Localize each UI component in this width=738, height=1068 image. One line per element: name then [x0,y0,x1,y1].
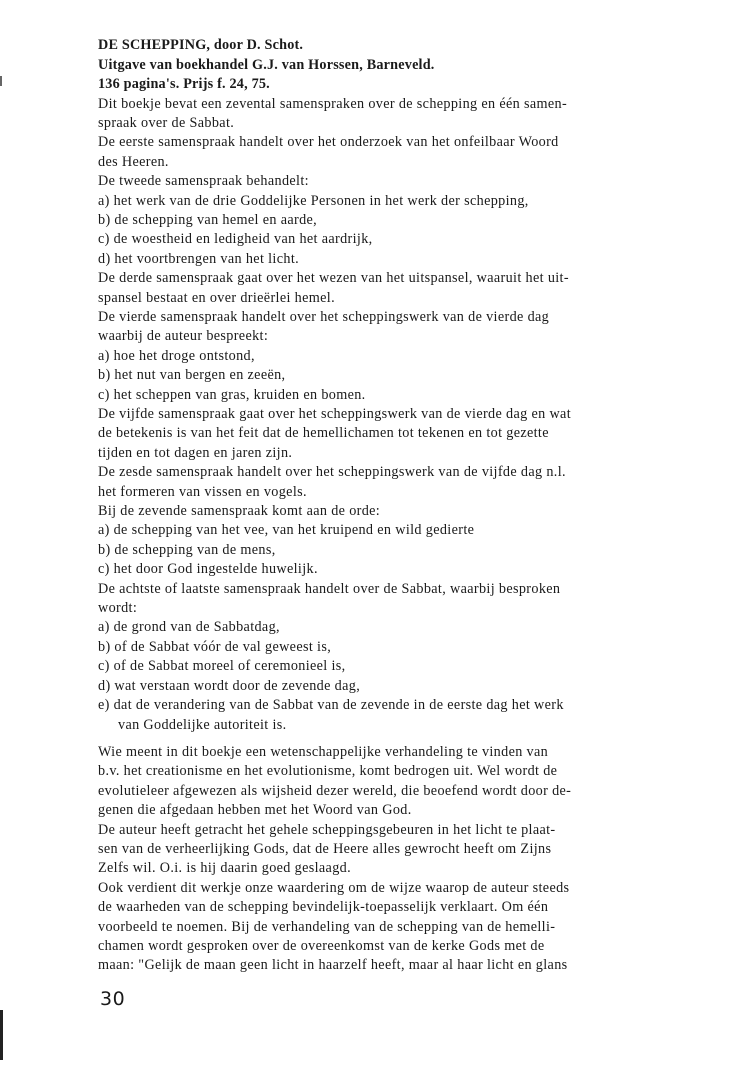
book-title: DE SCHEPPING, door D. Schot. [98,37,304,53]
list-item-continuation: van Goddelijke autoriteit is. [118,716,287,733]
text-line: het formeren van vissen en vogels. [98,483,307,500]
list-item: a) de grond van de Sabbatdag, [98,619,280,636]
text-line: De auteur heeft getracht het gehele scheppingsgebeuren in het licht te plaat- [98,821,556,838]
text-line: De eerste samenspraak handelt over het onderzoek van het onfeilbaar Woord [98,134,559,151]
review-page [98,36,692,976]
list-item: c) de woestheid en ledigheid van het aardrijk, [98,231,373,248]
publisher-line: Uitgave van boekhandel G.J. van Horssen, Barneveld. [98,56,435,73]
page-number: 30 [100,988,126,1010]
text-line: voorbeeld te noemen. Bij de verhandeling van de schepping van de hemelli- [98,918,556,935]
text-line: De vijfde samenspraak gaat over het scheppingswerk van de vierde dag en wat [98,406,571,422]
list-item: d) het voortbrengen van het licht. [98,250,300,267]
text-line: Dit boekje bevat een zevental samenspraken over de schepping en één samen- [98,95,568,112]
list-item: e) dat de verandering van de Sabbat van de zevende in de eerste dag het werk [98,697,564,714]
text-line: maan: "Gelijk de maan geen licht in haarzelf heeft, maar al haar licht en glans [98,957,568,974]
text-line: de waarheden van de schepping bevindelijk-toepasselijk verklaart. Om één [98,899,549,916]
list-item: a) de schepping van het vee, van het kruipend en wild gedierte [98,522,475,539]
list-item: c) het door God ingestelde huwelijk. [98,561,318,578]
list-item: c) of de Sabbat moreel of ceremonieel is, [98,658,346,675]
text-line: waarbij de auteur bespreekt: [98,328,269,345]
text-line: Ook verdient dit werkje onze waardering om de wijze waarop de auteur steeds [98,879,570,896]
text-line: Wie meent in dit boekje een wetenschappelijke verhandeling te vinden van [98,743,549,760]
list-item: a) hoe het droge ontstond, [98,347,255,364]
list-item: c) het scheppen van gras, kruiden en bomen. [98,386,366,403]
text-line: b.v. het creationisme en het evolutionisme, komt bedrogen uit. Wel wordt de [98,763,558,780]
binding-mark-top [0,76,2,86]
list-item: d) wat verstaan wordt door de zevende dag, [98,677,361,694]
text-line: De achtste of laatste samenspraak handelt over de Sabbat, waarbij besproken [98,580,561,597]
text-line: chamen wordt gesproken over de overeenkomst van de kerke Gods met de [98,937,545,954]
text-line: Bij de zevende samenspraak komt aan de orde: [98,503,381,520]
text-line: spraak over de Sabbat. [98,114,235,131]
text-line: De derde samenspraak gaat over het wezen van het uitspansel, waaruit het uit- [98,270,569,287]
review-closing [98,743,692,976]
list-item: b) de schepping van de mens, [98,541,276,558]
review-body [98,95,692,735]
list-item: b) of de Sabbat vóór de val geweest is, [98,638,332,655]
text-line: evolutieleer afgewezen als wijsheid dezer wereld, die beoefend wordt door de- [98,782,572,799]
text-line: De vierde samenspraak handelt over het scheppingswerk van de vierde dag [98,308,550,325]
list-item: b) het nut van bergen en zeeën, [98,367,286,384]
text-line: spansel bestaat en over drieërlei hemel. [98,289,335,306]
text-line: de betekenis is van het feit dat de hemellichamen tot tekenen en tot gezette [98,425,549,442]
list-item: b) de schepping van hemel en aarde, [98,211,318,228]
binding-mark-bottom [0,1010,3,1060]
list-item: a) het werk van de drie Goddelijke Personen in het werk der schepping, [98,192,529,209]
review-header [98,36,692,95]
text-line: De tweede samenspraak behandelt: [98,173,309,190]
text-line: Zelfs wil. O.i. is hij daarin goed geslaagd. [98,860,351,877]
price-line: 136 pagina's. Prijs f. 24, 75. [98,76,270,92]
paragraph-gap [98,735,692,743]
text-line: sen van de verheerlijking Gods, dat de Heere alles gewrocht heeft om Zijns [98,840,552,857]
text-line: tijden en tot dagen en jaren zijn. [98,444,293,461]
text-line: genen die afgedaan hebben met het Woord van God. [98,802,412,819]
text-line: wordt: [98,600,138,617]
text-line: De zesde samenspraak handelt over het scheppingswerk van de vijfde dag n.l. [98,464,566,481]
text-line: des Heeren. [98,153,169,170]
